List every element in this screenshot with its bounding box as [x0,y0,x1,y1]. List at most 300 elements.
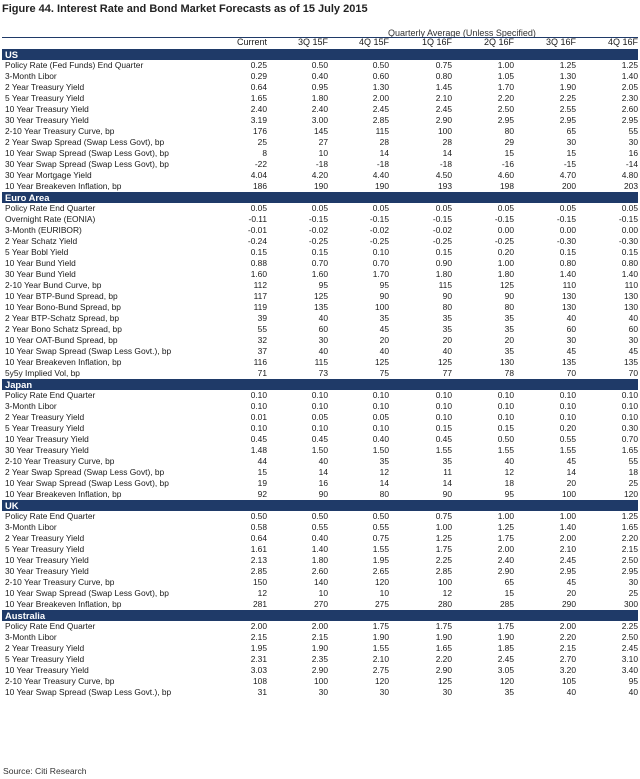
row-label: 5 Year Treasury Yield [5,93,85,103]
cell-value: 0.10 [311,401,328,411]
cell-value: 116 [253,357,267,367]
cell-value: -0.01 [247,225,267,235]
cell-value: 90 [504,291,514,301]
table-row [2,247,638,258]
cell-value: 35 [504,313,514,323]
cell-value: 90 [318,489,328,499]
table-row [2,115,638,126]
row-label: 30 Year Swap Spread (Swap Less Govt), bp [5,159,169,169]
cell-value: 95 [504,489,514,499]
cell-value: 0.15 [435,247,452,257]
cell-value: 37 [257,346,267,356]
cell-value: 2.00 [372,93,389,103]
cell-value: 1.85 [497,643,514,653]
cell-value: 4.60 [497,170,514,180]
cell-value: 2.00 [559,621,576,631]
cell-value: 15 [257,467,267,477]
cell-value: 55 [628,456,638,466]
row-label: Policy Rate (Fed Funds) End Quarter [5,60,144,70]
cell-value: 2.20 [621,533,638,543]
cell-value: 1.65 [435,643,452,653]
cell-value: 19 [257,478,267,488]
cell-value: 35 [504,346,514,356]
cell-value: 0.95 [311,82,328,92]
cell-value: 2.25 [435,555,452,565]
cell-value: 0.80 [621,258,638,268]
table-row [2,60,638,71]
cell-value: 135 [624,357,638,367]
cell-value: 0.15 [621,247,638,257]
cell-value: 0.29 [250,71,267,81]
cell-value: 80 [504,302,514,312]
cell-value: 285 [500,599,514,609]
cell-value: 30 [442,687,452,697]
cell-value: 80 [504,126,514,136]
cell-value: -0.30 [556,236,576,246]
cell-value: 14 [379,478,389,488]
cell-value: 281 [253,599,267,609]
cell-value: -0.15 [494,214,514,224]
cell-value: 0.75 [372,533,389,543]
row-label: 2 Year Swap Spread (Swap Less Govt), bp [5,137,165,147]
cell-value: 0.01 [250,412,267,422]
cell-value: 2.70 [559,654,576,664]
cell-value: 105 [562,676,576,686]
cell-value: 2.13 [250,555,267,565]
cell-value: 65 [504,577,514,587]
cell-value: -0.11 [248,214,267,224]
cell-value: 60 [566,324,576,334]
cell-value: 40 [504,456,514,466]
cell-value: 1.80 [311,93,328,103]
row-label: 2 Year Treasury Yield [5,533,85,543]
cell-value: 0.55 [372,522,389,532]
cell-value: 0.45 [435,434,452,444]
section-name: UK [5,500,19,511]
cell-value: 40 [566,687,576,697]
cell-value: 2.85 [250,566,267,576]
cell-value: 0.10 [435,412,452,422]
cell-value: 70 [566,368,576,378]
cell-value: 14 [379,148,389,158]
cell-value: -16 [501,159,514,169]
column-header: 4Q 15F [358,37,389,47]
table-row [2,401,638,412]
cell-value: 18 [628,467,638,477]
cell-value: 2.30 [621,93,638,103]
cell-value: 1.55 [372,643,389,653]
cell-value: 90 [442,489,452,499]
table-row [2,434,638,445]
row-label: 10 Year Swap Spread (Swap Less Govt.), bp [5,346,172,356]
row-label: 10 Year Swap Spread (Swap Less Govt), bp [5,588,169,598]
cell-value: 0.10 [435,390,452,400]
cell-value: -18 [315,159,328,169]
cell-value: 10 [318,148,328,158]
row-label: 10 Year OAT-Bund Spread, bp [5,335,118,345]
cell-value: 35 [379,313,389,323]
cell-value: 1.60 [250,269,267,279]
cell-value: 1.90 [435,632,452,642]
row-label: 10 Year Swap Spread (Swap Less Govt), bp [5,478,169,488]
cell-value: -0.25 [369,236,389,246]
cell-value: 130 [500,357,514,367]
cell-value: 55 [628,126,638,136]
cell-value: 0.10 [372,247,389,257]
cell-value: 125 [438,357,452,367]
cell-value: 0.64 [250,82,267,92]
section-name: Euro Area [5,192,50,203]
table-row [2,104,638,115]
table-row [2,621,638,632]
cell-value: 2.50 [621,555,638,565]
cell-value: -0.02 [432,225,452,235]
cell-value: 2.90 [435,665,452,675]
cell-value: 0.50 [311,60,328,70]
source-note: Source: Citi Research [3,766,87,776]
cell-value: 300 [624,599,638,609]
cell-value: 90 [379,291,389,301]
cell-value: 125 [500,280,514,290]
figure-title: Figure 44. Interest Rate and Bond Market Forecasts as of 15 July 2015 [2,3,368,15]
cell-value: 1.00 [435,522,452,532]
cell-value: 110 [624,280,638,290]
cell-value: 150 [253,577,267,587]
row-label: 10 Year Breakeven Inflation, bp [5,357,122,367]
cell-value: 2.90 [311,665,328,675]
cell-value: 112 [253,280,267,290]
table-row [2,687,638,698]
row-label: 2-10 Year Bund Curve, bp [5,280,102,290]
cell-value: 39 [257,313,267,323]
row-label: 5 Year Bobl Yield [5,247,69,257]
cell-value: 4.40 [372,170,389,180]
cell-value: 3.00 [311,115,328,125]
column-header: 4Q 16F [607,37,638,47]
cell-value: 65 [566,126,576,136]
cell-value: 12 [379,467,389,477]
cell-value: 2.10 [559,544,576,554]
cell-value: 30 [379,687,389,697]
cell-value: 20 [442,335,452,345]
table-row [2,170,638,181]
cell-value: 0.15 [497,423,514,433]
table-row [2,632,638,643]
cell-value: 16 [628,148,638,158]
cell-value: 2.00 [559,533,576,543]
cell-value: 55 [257,324,267,334]
row-label: 2 Year Treasury Yield [5,82,85,92]
cell-value: 28 [442,137,452,147]
cell-value: 1.55 [372,544,389,554]
table-row [2,214,638,225]
cell-value: 1.30 [559,71,576,81]
row-label: Policy Rate End Quarter [5,511,96,521]
row-label: 3-Month Libor [5,71,57,81]
cell-value: 115 [375,126,389,136]
cell-value: 1.90 [559,82,576,92]
cell-value: 40 [318,456,328,466]
cell-value: 1.75 [435,544,452,554]
table-row [2,456,638,467]
cell-value: 90 [442,291,452,301]
table-row [2,82,638,93]
cell-value: -0.15 [308,214,328,224]
cell-value: 1.65 [621,445,638,455]
cell-value: 100 [314,676,328,686]
cell-value: 0.10 [559,401,576,411]
cell-value: 176 [253,126,267,136]
cell-value: 0.05 [311,203,328,213]
cell-value: 1.05 [497,71,514,81]
cell-value: 145 [314,126,328,136]
cell-value: 0.80 [435,71,452,81]
cell-value: 0.60 [372,71,389,81]
cell-value: -0.02 [308,225,328,235]
row-label: 2-10 Year Treasury Curve, bp [5,577,115,587]
cell-value: 1.75 [497,533,514,543]
cell-value: 29 [504,137,514,147]
section-header [2,610,638,621]
row-label: 2-10 Year Treasury Curve, bp [5,456,115,466]
table-row [2,126,638,137]
cell-value: 25 [628,588,638,598]
cell-value: 0.50 [497,434,514,444]
cell-value: 186 [253,181,267,191]
cell-value: 0.15 [311,247,328,257]
row-label: 10 Year Breakeven Inflation, bp [5,599,122,609]
cell-value: 20 [504,335,514,345]
table-row [2,533,638,544]
cell-value: 2.75 [372,665,389,675]
cell-value: 2.31 [250,654,267,664]
cell-value: 20 [379,335,389,345]
cell-value: 4.50 [435,170,452,180]
cell-value: 0.00 [559,225,576,235]
cell-value: 1.90 [372,632,389,642]
cell-value: 135 [562,357,576,367]
cell-value: 92 [257,489,267,499]
cell-value: 0.10 [435,401,452,411]
cell-value: 28 [379,137,389,147]
cell-value: 2.85 [435,566,452,576]
row-label: 10 Year Breakeven Inflation, bp [5,489,122,499]
cell-value: 0.15 [250,247,267,257]
cell-value: 4.70 [559,170,576,180]
cell-value: 60 [318,324,328,334]
cell-value: 3.40 [621,665,638,675]
cell-value: 10 [318,588,328,598]
cell-value: 80 [379,489,389,499]
cell-value: -0.15 [432,214,452,224]
cell-value: 95 [628,676,638,686]
cell-value: 0.10 [372,423,389,433]
cell-value: 0.10 [559,412,576,422]
cell-value: 80 [442,302,452,312]
cell-value: -14 [625,159,638,169]
table-row [2,93,638,104]
cell-value: 0.00 [497,225,514,235]
cell-value: 203 [624,181,638,191]
cell-value: 0.50 [372,60,389,70]
table-row [2,148,638,159]
cell-value: 1.40 [621,269,638,279]
cell-value: 2.40 [311,104,328,114]
row-label: 2-10 Year Treasury Curve, bp [5,676,115,686]
cell-value: 1.95 [372,555,389,565]
row-label: 5y5y Implied Vol, bp [5,368,80,378]
cell-value: 44 [257,456,267,466]
cell-value: 1.48 [250,445,267,455]
cell-value: 120 [375,676,389,686]
table-row [2,225,638,236]
cell-value: 27 [318,137,328,147]
cell-value: 117 [253,291,267,301]
cell-value: 198 [500,181,514,191]
cell-value: 125 [375,357,389,367]
cell-value: 0.15 [435,423,452,433]
cell-value: 135 [314,302,328,312]
cell-value: 2.65 [372,566,389,576]
cell-value: 4.04 [250,170,267,180]
cell-value: 0.10 [621,401,638,411]
cell-value: 1.40 [311,544,328,554]
cell-value: 1.80 [311,555,328,565]
row-label: Policy Rate End Quarter [5,621,96,631]
cell-value: 3.10 [621,654,638,664]
table-row [2,522,638,533]
cell-value: 280 [438,599,452,609]
cell-value: 0.05 [497,203,514,213]
cell-value: 14 [318,467,328,477]
cell-value: 0.05 [372,412,389,422]
cell-value: -0.30 [618,236,638,246]
cell-value: 0.10 [311,390,328,400]
cell-value: 2.45 [372,104,389,114]
cell-value: 200 [562,181,576,191]
cell-value: 1.55 [559,445,576,455]
quarterly-average-header: Quarterly Average (Unless Specified) [388,28,536,38]
table-row [2,588,638,599]
cell-value: 0.45 [311,434,328,444]
cell-value: 12 [257,588,267,598]
cell-value: 1.90 [311,643,328,653]
table-row [2,599,638,610]
cell-value: 12 [504,467,514,477]
cell-value: 2.95 [559,566,576,576]
cell-value: 18 [504,478,514,488]
cell-value: 2.00 [311,621,328,631]
table-row [2,357,638,368]
cell-value: 1.40 [559,269,576,279]
cell-value: 2.45 [435,104,452,114]
table-row [2,71,638,82]
table-row [2,478,638,489]
cell-value: -0.25 [308,236,328,246]
cell-value: 0.45 [250,434,267,444]
cell-value: 3.19 [250,115,267,125]
table-row [2,291,638,302]
cell-value: -0.02 [369,225,389,235]
cell-value: 0.25 [250,60,267,70]
cell-value: 0.10 [497,412,514,422]
cell-value: 14 [442,478,452,488]
cell-value: 110 [562,280,576,290]
cell-value: 1.75 [435,621,452,631]
table-row [2,676,638,687]
cell-value: 2.45 [621,643,638,653]
cell-value: 1.00 [497,60,514,70]
cell-value: -18 [376,159,389,169]
cell-value: 0.70 [621,434,638,444]
cell-value: 2.60 [311,566,328,576]
cell-value: 2.95 [621,115,638,125]
cell-value: 0.10 [372,401,389,411]
column-header: 2Q 16F [483,37,514,47]
cell-value: 2.85 [372,115,389,125]
cell-value: 270 [314,599,328,609]
row-label: 2 Year Schatz Yield [5,236,78,246]
cell-value: 78 [504,368,514,378]
cell-value: -22 [254,159,267,169]
cell-value: 45 [379,324,389,334]
cell-value: 11 [443,467,452,477]
section-name: US [5,49,19,60]
cell-value: 32 [257,335,267,345]
cell-value: 2.90 [435,115,452,125]
cell-value: 140 [314,577,328,587]
cell-value: 35 [442,456,452,466]
table-row [2,137,638,148]
cell-value: 275 [375,599,389,609]
cell-value: 2.20 [497,93,514,103]
column-header: 1Q 16F [421,37,452,47]
table-row [2,423,638,434]
cell-value: 0.40 [372,434,389,444]
cell-value: 1.75 [497,621,514,631]
cell-value: 77 [442,368,452,378]
cell-value: 4.80 [621,170,638,180]
row-label: 2-10 Year Treasury Curve, bp [5,126,115,136]
cell-value: 120 [624,489,638,499]
cell-value: 130 [624,291,638,301]
cell-value: 2.35 [311,654,328,664]
table-row [2,412,638,423]
cell-value: 0.80 [559,258,576,268]
cell-value: 0.20 [497,247,514,257]
cell-value: 1.40 [621,71,638,81]
cell-value: 30 [628,335,638,345]
section-header [2,500,638,511]
table-row [2,390,638,401]
cell-value: 3.20 [559,665,576,675]
cell-value: 2.05 [621,82,638,92]
cell-value: 108 [253,676,267,686]
column-header: Current [236,37,267,47]
cell-value: 30 [566,137,576,147]
cell-value: 0.00 [621,225,638,235]
row-label: 2 Year Bono Schatz Spread, bp [5,324,122,334]
row-label: 30 Year Bund Yield [5,269,76,279]
cell-value: 0.50 [372,511,389,521]
cell-value: 2.15 [621,544,638,554]
cell-value: 3.05 [497,665,514,675]
cell-value: 40 [318,313,328,323]
cell-value: 0.40 [311,71,328,81]
row-label: 10 Year Bund Yield [5,258,76,268]
cell-value: 60 [628,324,638,334]
cell-value: 0.10 [372,390,389,400]
